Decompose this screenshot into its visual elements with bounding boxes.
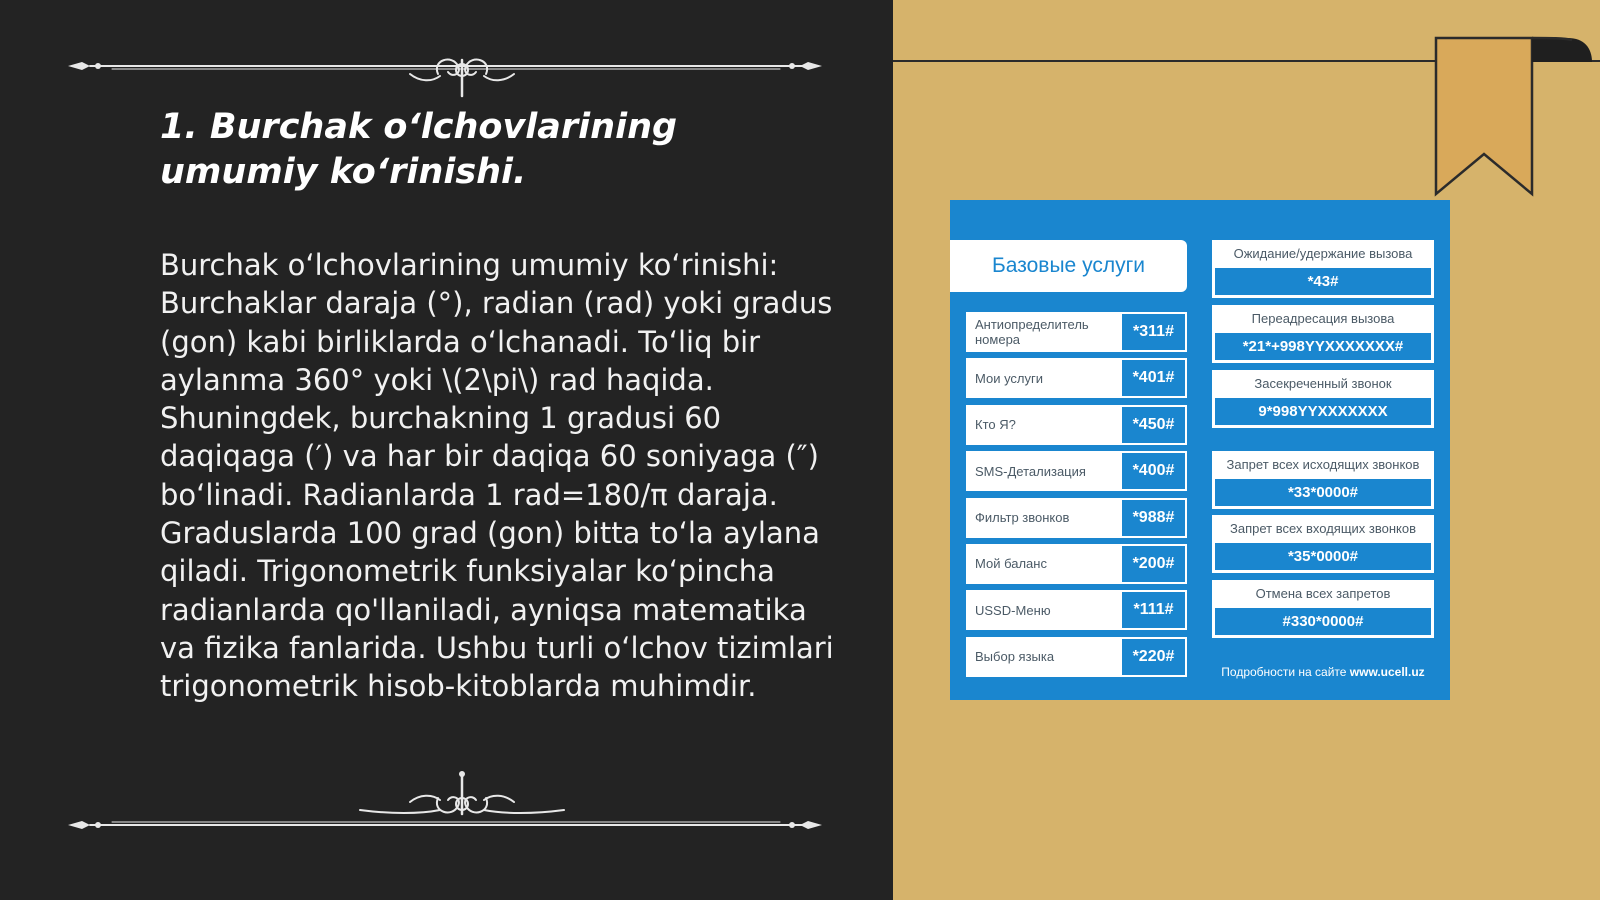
service-code: *200# [1122,546,1185,582]
service-label: Выбор языка [975,649,1055,665]
service-box-label: Переадресация вызова [1251,311,1395,326]
service-box-code: 9*998YYXXXXXXX [1215,398,1431,425]
ussd-services-card [950,200,1450,700]
service-code: *400# [1122,453,1185,489]
service-box-label: Запрет всех исходящих звонков [1226,457,1420,472]
service-box-code: *43# [1215,268,1431,295]
service-label: Фильтр звонков [975,510,1070,526]
bottom-flourish-divider-icon [60,770,830,840]
service-box [1212,580,1434,638]
card-heading: Базовые услуги [950,240,1187,292]
slide-body-text: Burchak o‘lchovlarining umumiy ko‘rinishi: Burchaklar daraja (°), radian (rad) yoki gradus (gon) kabi birliklarda o‘lchanadi. To‘liq bir aylanma 360° yoki \(2\pi\) rad haqida. Shuningdek, burchakning 1 gradusi 60 daqiqaga (′) va har bir daqiqa 60 soniyaga (″) bo‘linadi. Radianlarda 1 rad=180/π daraja. Graduslarda 100 grad (gon) bitta to‘la aylana qiladi. Trigonometrik funksiyalar ko‘pincha radianlarda qo'llaniladi, ayniqsa matematika va fizika fanlarida. Ushbu turli o‘lchov tizimlari trigonometrik hisob-kitoblarda muhimdir. [160,248,834,704]
service-label: Мои услуги [975,370,1044,386]
top-flourish-divider-icon [60,30,830,100]
service-box-code: *33*0000# [1215,479,1431,506]
service-row [966,358,1187,398]
service-box-code: #330*0000# [1215,608,1431,635]
service-box [1212,451,1434,509]
service-box-code: *35*0000# [1215,543,1431,570]
service-box-label: Засекреченный звонок [1254,376,1392,391]
footer-website-link[interactable]: www.ucell.uz [1349,665,1425,679]
footer-text: Подробности на сайте [1221,665,1347,679]
service-box [1212,305,1434,363]
service-code: *311# [1122,314,1185,350]
service-code: *450# [1122,407,1185,443]
service-box-label: Отмена всех запретов [1255,586,1391,601]
bookmark-ribbon-icon [1432,34,1600,200]
service-code: *988# [1122,500,1185,536]
service-row [966,498,1187,538]
service-box-label: Ожидание/удержание вызова [1233,246,1413,261]
service-label: SMS-Детализация [975,463,1086,479]
service-box [1212,370,1434,428]
service-label: USSD-Меню [975,602,1051,618]
service-row [966,637,1187,677]
service-code: *111# [1122,592,1185,628]
service-label: Антиопределитель номера [975,317,1089,347]
service-row [966,451,1187,491]
slide-title: 1. Burchak o‘lchovlarining umumiy ko‘rinishi. [160,107,678,192]
service-row [966,544,1187,584]
service-code: *401# [1122,360,1185,396]
card-footer [1212,662,1434,682]
service-label: Мой баланс [975,556,1047,572]
service-box [1212,240,1434,298]
service-box-label: Запрет всех входящих звонков [1229,521,1417,536]
service-box-code: *21*+998YYXXXXXXX# [1215,333,1431,360]
service-row [966,312,1187,352]
service-code: *220# [1122,639,1185,675]
service-row [966,590,1187,630]
service-box [1212,515,1434,573]
service-row [966,405,1187,445]
left-services-list [966,312,1187,683]
service-label: Кто Я? [975,417,1016,433]
